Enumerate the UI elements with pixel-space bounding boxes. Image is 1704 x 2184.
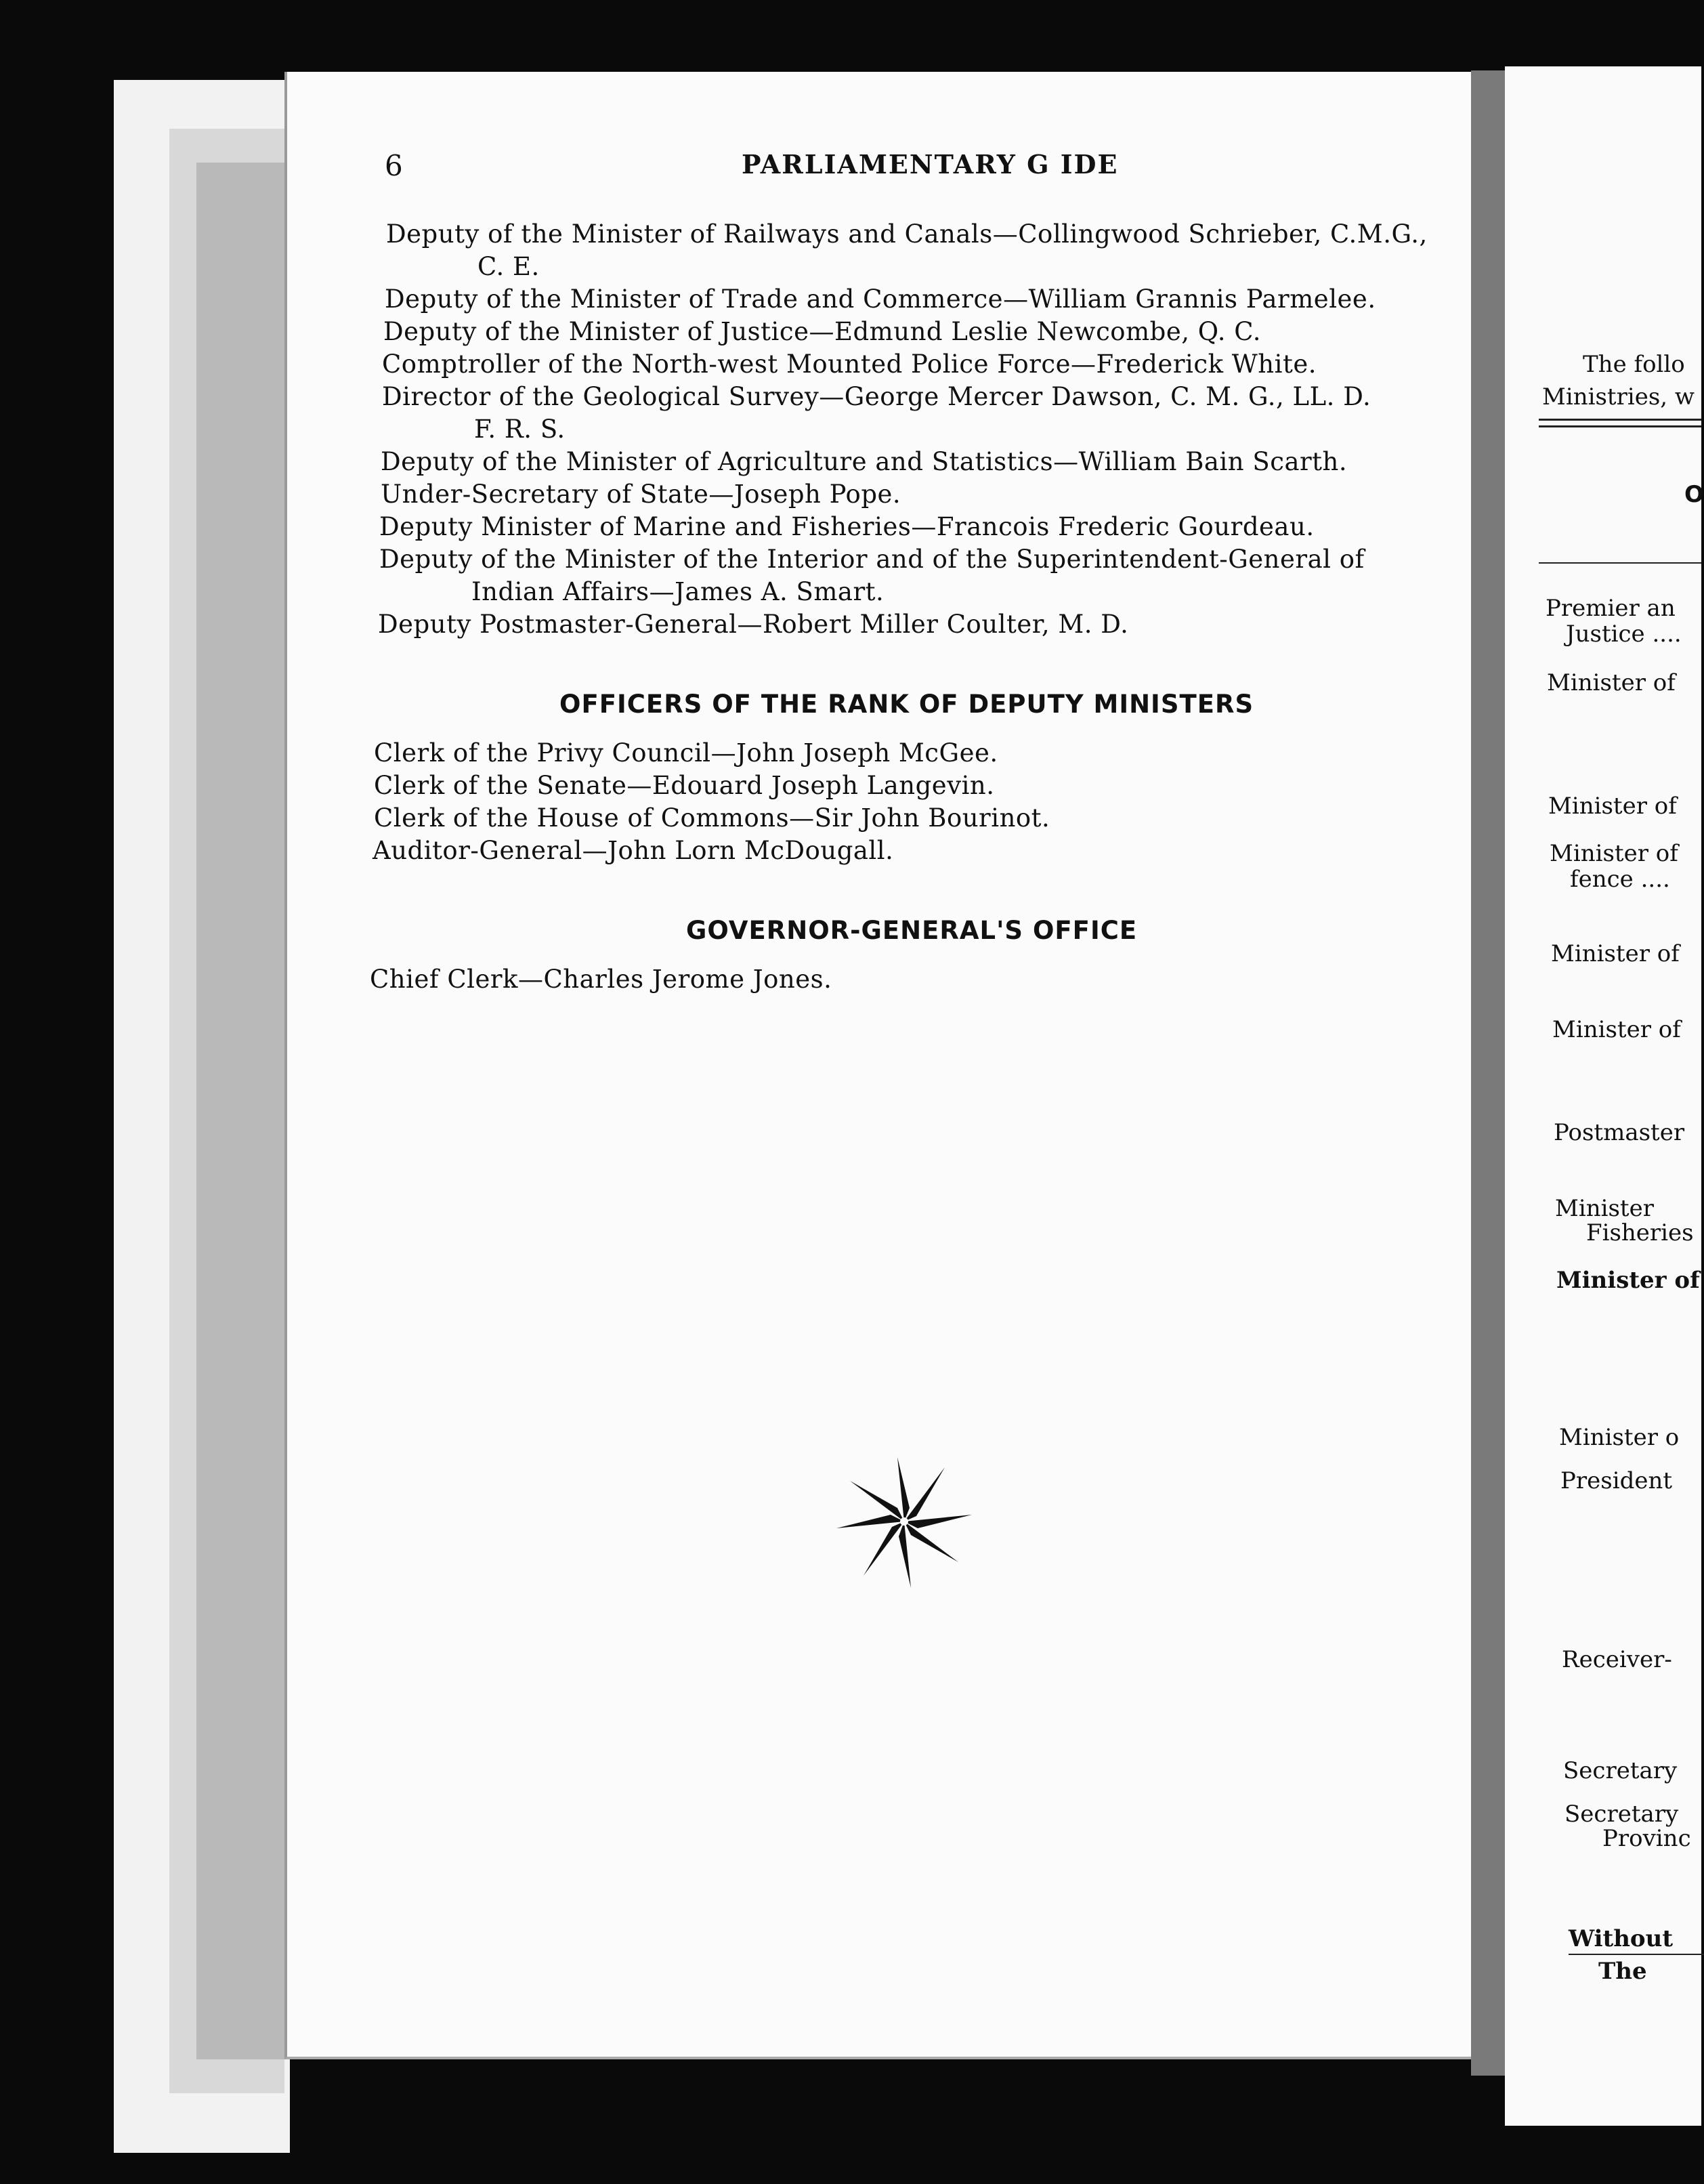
list-item: Clerk of the House of Commons—Sir John Bourinot. <box>374 803 1050 833</box>
right-page-line: Receiver- <box>1562 1646 1672 1673</box>
list-item: Deputy of the Minister of Railways and Canals—Collingwood Schrieber, C.M.G., <box>386 219 1428 249</box>
right-page-line: President <box>1560 1467 1673 1494</box>
right-page-line: Minister of <box>1550 840 1678 867</box>
double-rule <box>1539 425 1701 427</box>
right-page-line: O <box>1684 481 1704 508</box>
list-item: Director of the Geological Survey—George Mercer Dawson, C. M. G., LL. D. <box>382 382 1371 411</box>
section-heading-governor: GOVERNOR-GENERAL'S OFFICE <box>686 916 1138 945</box>
right-page-line: Fisheries <box>1586 1219 1694 1246</box>
right-page-line: Minister <box>1555 1195 1654 1222</box>
right-page-line: Minister of <box>1556 1267 1700 1294</box>
right-page-line: The follo <box>1583 351 1685 378</box>
running-title: PARLIAMENTARY G IDE <box>742 149 1119 180</box>
section-heading-officers: OFFICERS OF THE RANK OF DEPUTY MINISTERS <box>559 690 1254 719</box>
star-ornament-icon <box>832 1455 977 1588</box>
list-item: Deputy Postmaster-General—Robert Miller Coulter, M. D. <box>378 610 1129 639</box>
left-page-shadow-inner <box>196 163 291 2059</box>
list-item: Chief Clerk—Charles Jerome Jones. <box>370 965 832 994</box>
right-page-line: Secretary <box>1564 1801 1679 1828</box>
list-item: Deputy of the Minister of Agriculture and Statistics—William Bain Scarth. <box>381 447 1348 476</box>
right-page-line: Postmaster <box>1554 1119 1685 1146</box>
right-page-line: Minister of <box>1548 793 1677 820</box>
right-page-line: Premier an <box>1546 595 1676 622</box>
rule <box>1539 562 1701 564</box>
list-item-continuation: F. R. S. <box>474 415 566 444</box>
right-page-line: Secretary <box>1563 1757 1678 1784</box>
right-page-line: Minister of <box>1551 940 1680 967</box>
list-item: Comptroller of the North-west Mounted Police Force—Frederick White. <box>382 350 1317 379</box>
list-item-continuation: Indian Affairs—James A. Smart. <box>471 577 885 606</box>
double-rule <box>1539 419 1701 421</box>
right-page-line: fence .... <box>1570 866 1670 893</box>
list-item: Clerk of the Privy Council—John Joseph McGee. <box>374 738 998 768</box>
right-page-line: Justice .... <box>1566 621 1682 648</box>
list-item-continuation: C. E. <box>477 252 540 281</box>
right-page-line: Provinc <box>1602 1825 1691 1852</box>
right-page <box>1505 66 1704 2126</box>
list-item: Under-Secretary of State—Joseph Pope. <box>381 480 901 509</box>
right-page-line: Minister of <box>1547 669 1676 696</box>
right-page-line: Ministries, w <box>1542 383 1695 411</box>
book-binding <box>1471 70 1505 2076</box>
list-item: Deputy Minister of Marine and Fisheries—Francois Frederic Gourdeau. <box>379 512 1315 541</box>
right-page-line: Minister of <box>1552 1016 1681 1043</box>
list-item: Deputy of the Minister of the Interior and of the Superintendent-General of <box>379 545 1365 574</box>
page-number: 6 <box>385 149 403 182</box>
right-page-line: Without <box>1569 1925 1674 1952</box>
right-page-line: Minister o <box>1559 1424 1680 1451</box>
right-page-line: The <box>1598 1958 1647 1985</box>
list-item: Deputy of the Minister of Justice—Edmund Leslie Newcombe, Q. C. <box>383 317 1262 346</box>
list-item: Auditor-General—John Lorn McDougall. <box>372 836 894 865</box>
rule <box>1569 1954 1704 1955</box>
list-item: Deputy of the Minister of Trade and Commerce—William Grannis Parmelee. <box>385 285 1376 314</box>
list-item: Clerk of the Senate—Edouard Joseph Langevin. <box>374 771 995 800</box>
